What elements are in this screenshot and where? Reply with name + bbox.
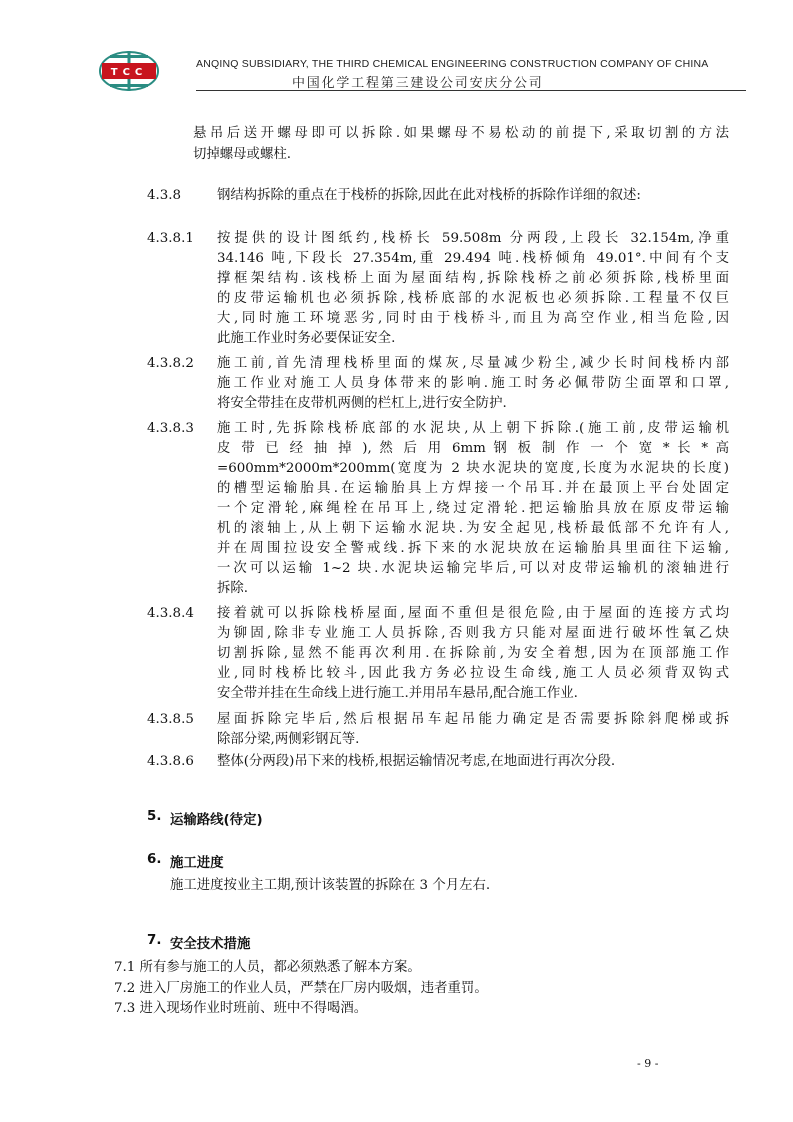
logo-text: TCC xyxy=(110,67,148,78)
item-line: 切割拆除,显然不能再次利用.在拆除前,为安全着想,因为在顶部施工作 xyxy=(217,646,729,661)
item-line: 大,同时施工环境恶劣,同时由于栈桥斗,而且为高空作业,相当危险,因 xyxy=(217,311,729,326)
item-line: 一个定滑轮,麻绳栓在吊耳上,绕过定滑轮.把运输胎具放在原皮带运输 xyxy=(217,501,729,516)
header-company-cn: 中国化学工程第三建设公司安庆分公司 xyxy=(292,76,544,91)
item-line: 屋面拆除完毕后,然后根据吊车起吊能力确定是否需要拆除斜爬梯或拆 xyxy=(217,712,729,727)
item-line: 将安全带挂在皮带机两侧的栏杠上,进行安全防护. xyxy=(217,396,507,411)
item-line: 为铆固,除非专业施工人员拆除,否则我方只能对屋面进行破坏性氧乙炔 xyxy=(217,626,729,641)
item-number: 4.3.8.5 xyxy=(147,712,194,727)
item-line: 此施工作业时务必要保证安全. xyxy=(217,331,396,346)
header-company-en: ANQINQ SUBSIDIARY, THE THIRD CHEMICAL ENGINEERING CONSTRUCTION COMPANY OF CHINA xyxy=(196,58,709,70)
item-line: 施工前,首先清理栈桥里面的煤灰,尽量减少粉尘,减少长时间栈桥内部 xyxy=(217,356,729,371)
paragraph-line: 切掉螺母或螺柱. xyxy=(193,147,291,162)
section-6-body: 施工进度按业主工期,预计该装置的拆除在 3 个月左右. xyxy=(170,878,491,893)
company-logo xyxy=(98,49,160,97)
list-item: 7.3 进入现场作业时班前、班中不得喝酒。 xyxy=(114,1001,368,1016)
page-number: - 9 - xyxy=(637,1057,659,1070)
item-line: 按提供的设计图纸约,栈桥长 59.508m 分两段,上段长 32.154m,净重 xyxy=(217,231,729,246)
item-line: 机的滚轴上,从上朝下运输水泥块.为安全起见,栈桥最低部不允许有人, xyxy=(217,521,729,536)
item-line: =600mm*2000m*200mm(宽度为 2 块水泥块的宽度,长度为水泥块的长度) xyxy=(217,461,729,476)
item-number: 4.3.8.6 xyxy=(147,754,194,769)
item-line: 接着就可以拆除栈桥屋面,屋面不重但是很危险,由于屋面的连接方式均 xyxy=(217,606,729,621)
section-7-number: 7. xyxy=(147,933,162,948)
section-6-title: 施工进度 xyxy=(170,856,224,871)
item-line: 34.146 吨,下段长 27.354m,重 29.494 吨.栈桥倾角 49.01°.中间有个支 xyxy=(217,251,729,266)
paragraph-line: 悬吊后送开螺母即可以拆除.如果螺母不易松动的前提下,采取切割的方法 xyxy=(193,126,729,141)
list-item: 7.1 所有参与施工的人员，都必须熟悉了解本方案。 xyxy=(114,960,421,975)
item-line: 的皮带运输机也必须拆除,栈桥底部的水泥板也必须拆除.工程量不仅巨 xyxy=(217,291,729,306)
section-5-number: 5. xyxy=(147,809,162,824)
item-line: 一次可以运输 1~2 块.水泥块运输完毕后,可以对皮带运输机的滚轴进行 xyxy=(217,561,729,576)
section-5-title: 运输路线(待定) xyxy=(170,813,263,828)
item-number: 4.3.8.3 xyxy=(147,421,194,436)
item-line: 施工作业对施工人员身体带来的影响.施工时务必佩带防尘面罩和口罩, xyxy=(217,376,729,391)
item-line: 撑框架结构.该栈桥上面为屋面结构,拆除栈桥之前必须拆除,栈桥里面 xyxy=(217,271,729,286)
item-line: 拆除. xyxy=(217,581,249,596)
section-6-number: 6. xyxy=(147,852,162,867)
header-divider xyxy=(196,90,746,91)
item-line: 施工时,先拆除栈桥底部的水泥块,从上朝下拆除.(施工前,皮带运输机 xyxy=(217,421,729,436)
item-line: 整体(分两段)吊下来的栈桥,根据运输情况考虑,在地面进行再次分段. xyxy=(217,754,616,769)
tcc-logo-icon xyxy=(98,49,160,97)
section-text: 钢结构拆除的重点在于栈桥的拆除,因此在此对栈桥的拆除作详细的叙述: xyxy=(217,188,641,203)
item-line: 除部分梁,两侧彩钢瓦等. xyxy=(217,732,360,747)
item-line: 安全带并挂在生命线上进行施工.并用吊车悬吊,配合施工作业. xyxy=(217,686,578,701)
item-line: 的槽型运输胎具.在运输胎具上方焊接一个吊耳.并在最顶上平台处固定 xyxy=(217,481,729,496)
list-item: 7.2 进入厂房施工的作业人员，严禁在厂房内吸烟，违者重罚。 xyxy=(114,981,488,996)
section-7-title: 安全技术措施 xyxy=(170,937,251,952)
section-number: 4.3.8 xyxy=(147,188,182,203)
item-line: 皮 带 已 经 抽 掉 ), 然 后 用 6mm 钢 板 制 作 一 个 宽 * 长 * 高 xyxy=(217,441,729,456)
item-line: 并在周围拉设安全警戒线.拆下来的水泥块放在运输胎具里面往下运输, xyxy=(217,541,729,556)
item-line: 业,同时栈桥比较斗,因此我方务必拉设生命线,施工人员必须背双钩式 xyxy=(217,666,729,681)
item-number: 4.3.8.2 xyxy=(147,356,194,371)
item-number: 4.3.8.4 xyxy=(147,606,194,621)
item-number: 4.3.8.1 xyxy=(147,231,194,246)
